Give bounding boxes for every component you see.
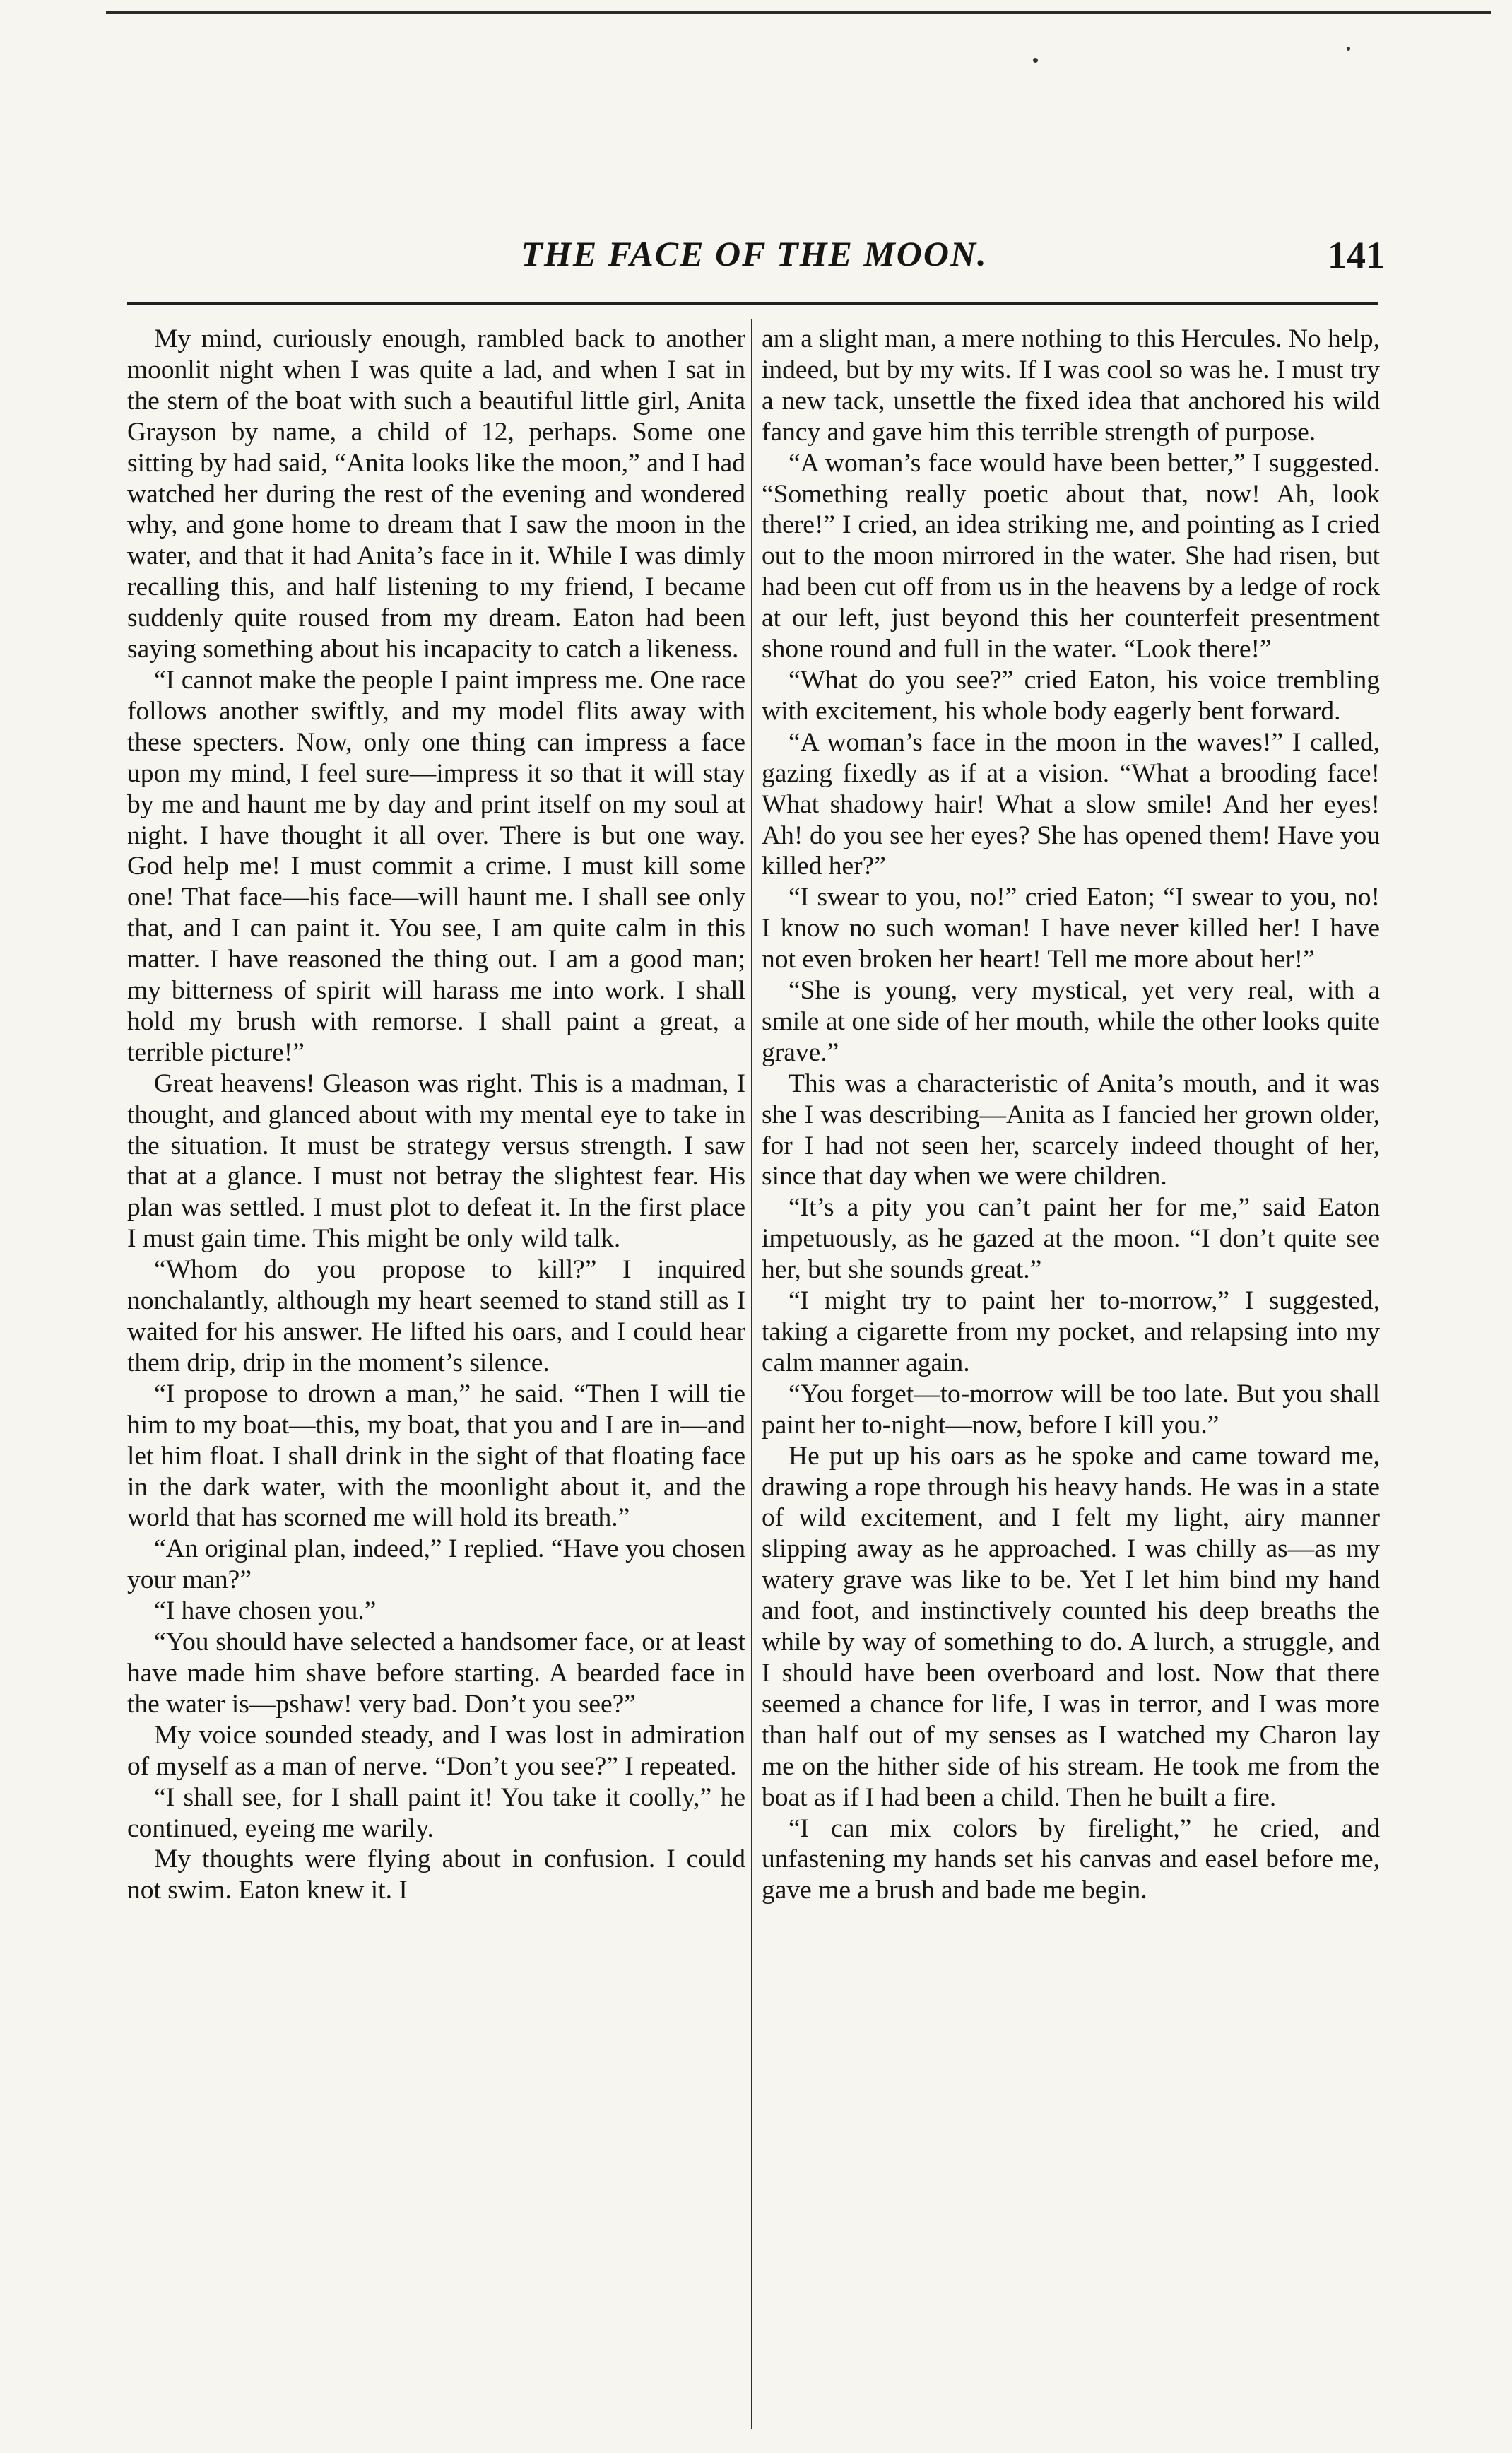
paragraph: “I swear to you, no!” cried Eaton; “I swear to you, no! I know no such woman! I have never killed her! I have not even broken her heart! Tell me more about her!”	[762, 883, 1380, 975]
paragraph: “I have chosen you.”	[154, 1596, 377, 1626]
paragraph: “I might try to paint her to-morrow,” I suggested, taking a cigarette from my pocket, and relapsing into my calm manner again.	[762, 1286, 1380, 1377]
paragraph: Great heavens! Gleason was right. This is a madman, I thought, and glanced about with my mental eye to take in the situation. It must be strategy versus strength. I saw that at a glance. I must not betray the slightest fear. His plan was settled. I must plot to defeat it. In the first place I must gain time. This might be only wild talk.	[127, 1069, 745, 1254]
paragraph: “You forget—to-morrow will be too late. But you shall paint her to-night—now, before I kill you.”	[762, 1379, 1380, 1440]
paragraph: This was a characteristic of Anita’s mouth, and it was she I was describing—Anita as I fancied her grown older, for I had not seen her, scarcely indeed thought of her, since that day when we were children.	[762, 1069, 1380, 1192]
paragraph: “An original plan, indeed,” I replied. “Have you chosen your man?”	[127, 1534, 745, 1595]
page-header	[124, 233, 1385, 290]
paragraph: “I propose to drown a man,” he said. “Then I will tie him to my boat—this, my boat, that you and I are in—and let him float. I shall drink in the sight of that floating face in the dark water, with the moonlight about it, and the world that has scorned me will hold its breath.”	[127, 1379, 745, 1533]
paragraph: My mind, curiously enough, rambled back to another moonlit night when I was quite a lad, and when I sat in the stern of the boat with such a beautiful little girl, Anita Grayson by name, a child of 12, perhaps. Some one sitting by had said, “Anita looks like the moon,” and I had watched her during the rest of the evening and wondered why, and gone home to dream that I saw the moon in the water, and that it had Anita’s face in it. While I was dimly recalling this, and half listening to my friend, I became suddenly quite roused from my dream. Eaton had been saying something about his incapacity to catch a likeness.	[127, 324, 745, 664]
paragraph: “A woman’s face would have been better,” I suggested. “Something really poetic about that, now! Ah, look there!” I cried, an idea striking me, and pointing as I cried out to the moon mirrored in the water. She had risen, but had been cut off from us in the heavens by a ledge of rock at our left, just beyond this her counterfeit presentment shone round and full in the water. “Look there!”	[762, 448, 1380, 664]
paragraph: He put up his oars as he spoke and came toward me, drawing a rope through his heavy hands. He was in a state of wild excitement, and I felt my light, airy manner slipping away as he approached. I was chilly as—as my watery grave was like to be. Yet I let him bind my hand and foot, and instinctively counted his deep breaths the while by way of something to do. A lurch, a struggle, and I should have been overboard and lost. Now that there seemed a chance for life, I was in terror, and I was more than half out of my senses as I watched my Charon lay me on the hither side of his stream. He took me from the boat as if I had been a child. Then he built a fire.	[762, 1441, 1380, 1812]
paragraph: My thoughts were flying about in confusion. I could not swim. Eaton knew it. I	[127, 1845, 745, 1905]
paragraph: “I cannot make the people I paint impress me. One race follows another swiftly, and my model flits away with these specters. Now, only one thing can impress a face upon my mind, I feel sure—impress it so that it will stay by me and haunt me by day and print itself on my soul at night. I have thought it all over. There is but one way. God help me! I must commit a crime. I must kill some one! That face—his face—will haunt me. I shall see only that, and I can paint it. You see, I am quite calm in this matter. I have reasoned the thing out. I am a good man; my bitterness of spirit will harass me into work. I shall hold my brush with remorse. I shall paint a great, a terrible picture!”	[127, 665, 745, 1067]
paragraph: “I can mix colors by firelight,” he cried, and unfastening my hands set his canvas and easel before me, gave me a brush and bade me begin.	[762, 1813, 1380, 1905]
paragraph: “You should have selected a handsomer face, or at least have made him shave before starting. A bearded face in the water is—pshaw! very bad. Don’t you see?”	[127, 1628, 745, 1719]
page-number: 141	[1328, 234, 1385, 276]
paragraph: “It’s a pity you can’t paint her for me,” said Eaton impetuously, as he gazed at the moon. “I don’t quite see her, but she sounds great.”	[762, 1193, 1380, 1285]
left-column	[127, 324, 745, 2430]
paragraph: My voice sounded steady, and I was lost in admiration of myself as a man of nerve. “Don’t you see?” I repeated.	[127, 1720, 745, 1781]
header-rule	[127, 302, 1378, 305]
paragraph: “What do you see?” cried Eaton, his voice trembling with excitement, his whole body eagerly bent forward.	[762, 665, 1380, 726]
paragraph: “A woman’s face in the moon in the waves!” I called, gazing fixedly as if at a vision. “What a brooding face! What shadowy hair! What a slow smile! And her eyes! Ah! do you see her eyes? She has opened them! Have you killed her?”	[762, 727, 1380, 881]
paragraph-continued: am a slight man, a mere nothing to this Hercules. No help, indeed, but by my wits. If I was cool so was he. I must try a new tack, unsettle the fixed idea that anchored his wild fancy and gave him this terrible strength of purpose.	[762, 324, 1380, 447]
running-title: THE FACE OF THE MOON.	[521, 234, 988, 273]
right-column	[762, 324, 1380, 2430]
paragraph: “Whom do you propose to kill?” I inquired nonchalantly, although my heart seemed to stand still as I waited for his answer. He lifted his oars, and I could hear them drip, drip in the moment’s silence.	[127, 1255, 745, 1377]
top-edge-rule	[106, 11, 1491, 14]
print-speck	[1347, 47, 1350, 51]
paragraph: “She is young, very mystical, yet very real, with a smile at one side of her mouth, while the other looks quite grave.”	[762, 976, 1380, 1067]
paragraph: “I shall see, for I shall paint it! You take it coolly,” he continued, eyeing me warily.	[127, 1782, 745, 1843]
print-speck	[1033, 58, 1038, 63]
column-divider	[751, 319, 752, 2429]
